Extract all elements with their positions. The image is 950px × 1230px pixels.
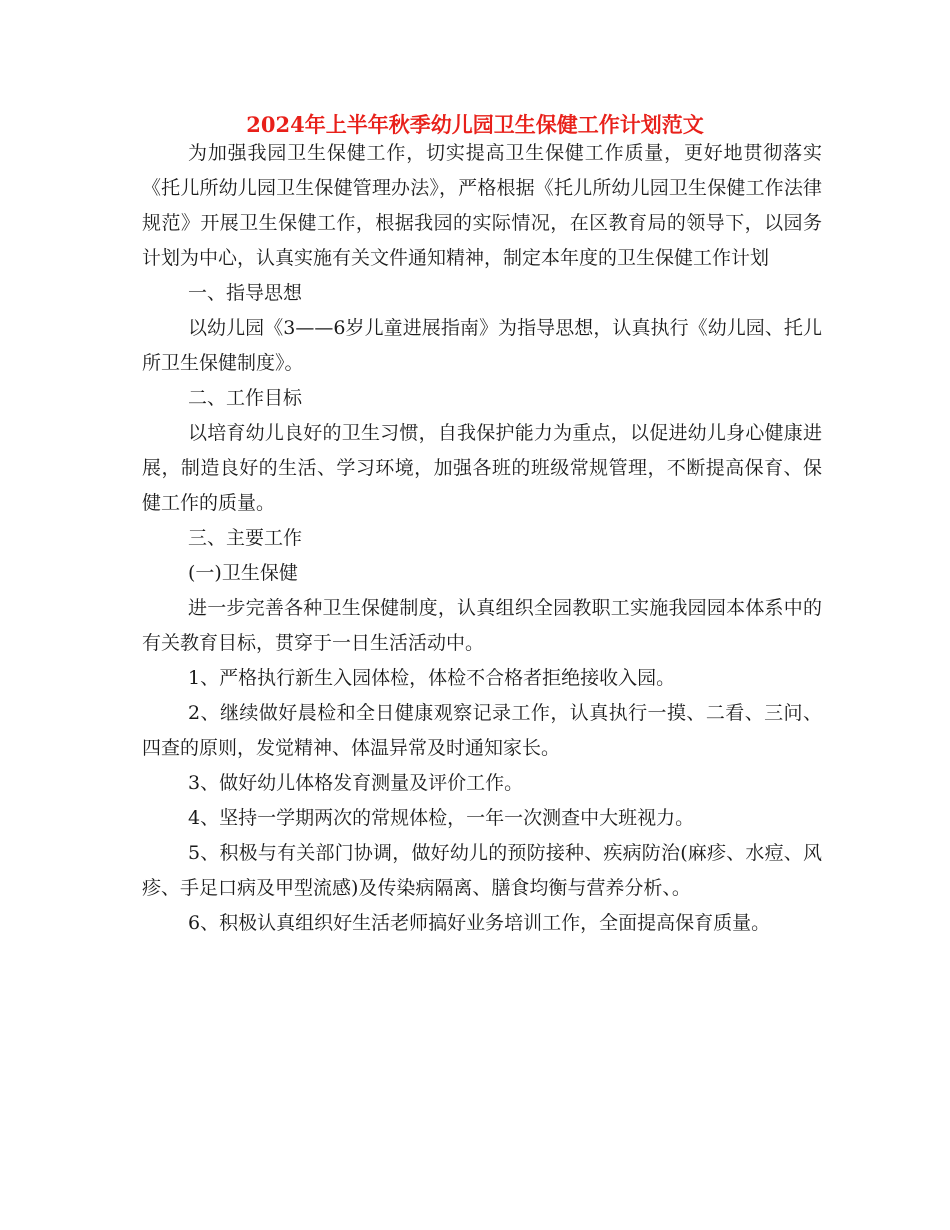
paragraph-guiding-ideology: 以幼儿园《3——6岁儿童进展指南》为指导思想，认真执行《幼儿园、托儿所卫生保健制度》。 [142,317,822,374]
section-heading-work-goals: 二、工作目标 [188,387,303,409]
section-heading-main-work: 三、主要工作 [188,527,303,549]
paragraph-intro: 为加强我园卫生保健工作，切实提高卫生保健工作质量，更好地贯彻落实《托儿所幼儿园卫生保健管理办法》，严格根据《托儿所幼儿园卫生保健工作法律规范》开展卫生保健工作，根据我园的实际情况，在区教育局的领导下，以园务计划为中心，认真实施有关文件通知精神，制定本年度的卫生保健工作计划 [142,142,822,269]
list-item-5: 5、积极与有关部门协调，做好幼儿的预防接种、疾病防治(麻疹、水痘、风疹、手足口病及甲型流感)及传染病隔离、膳食均衡与营养分析、。 [142,842,822,899]
list-item-1: 1、严格执行新生入园体检，体检不合格者拒绝接收入园。 [188,667,676,689]
list-item-6: 6、积极认真组织好生活老师搞好业务培训工作，全面提高保育质量。 [188,912,771,934]
list-item-2: 2、继续做好晨检和全日健康观察记录工作，认真执行一摸、二看、三问、四查的原则，发觉精神、体温异常及时通知家长。 [142,702,822,759]
document-body [142,136,822,941]
list-item-3: 3、做好幼儿体格发育测量及评价工作。 [188,772,524,794]
document-title: 2024年上半年秋季幼儿园卫生保健工作计划范文 [246,112,704,137]
paragraph-health-care: 进一步完善各种卫生保健制度，认真组织全园教职工实施我园园本体系中的有关教育目标，贯穿于一日生活活动中。 [142,597,822,654]
subsection-heading-health-care: (一)卫生保健 [188,562,298,584]
section-heading-guiding-ideology: 一、指导思想 [188,282,303,304]
paragraph-work-goals: 以培育幼儿良好的卫生习惯，自我保护能力为重点，以促进幼儿身心健康进展，制造良好的生活、学习环境，加强各班的班级常规管理，不断提高保育、保健工作的质量。 [142,422,822,514]
list-item-4: 4、坚持一学期两次的常规体检，一年一次测查中大班视力。 [188,807,695,829]
